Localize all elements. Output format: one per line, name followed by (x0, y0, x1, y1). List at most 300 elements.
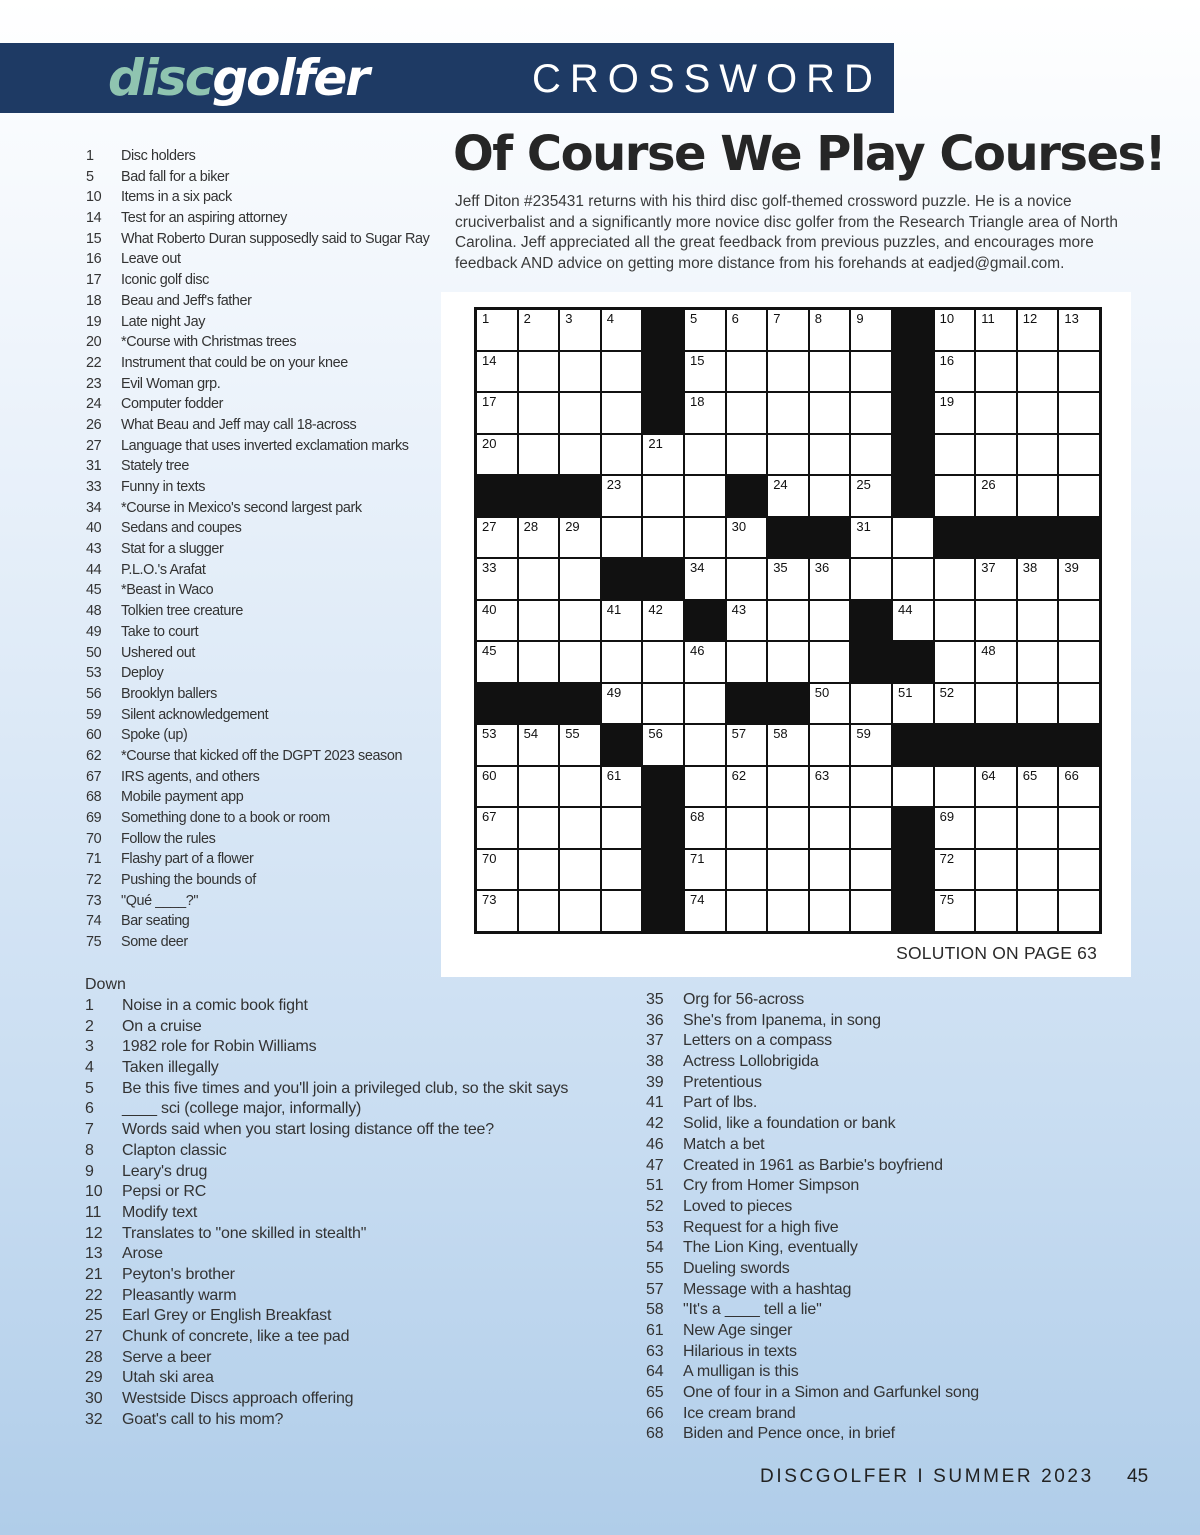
grid-cell[interactable] (768, 352, 808, 392)
cell-number: 54 (523, 726, 539, 742)
grid-cell[interactable] (519, 559, 559, 599)
grid-cell[interactable] (602, 393, 642, 433)
grid-cell[interactable] (810, 352, 850, 392)
grid-cell[interactable] (560, 808, 600, 848)
crossword-grid (474, 307, 1102, 934)
grid-cell[interactable] (976, 352, 1016, 392)
grid-cell[interactable] (768, 850, 808, 890)
grid-cell[interactable] (768, 767, 808, 807)
grid-cell[interactable] (727, 642, 767, 682)
clue-text: Late night Jay (121, 313, 206, 330)
grid-cell[interactable] (810, 559, 850, 599)
grid-cell[interactable] (935, 808, 975, 848)
grid-cell[interactable] (810, 850, 850, 890)
down-clues-left (85, 996, 585, 1430)
grid-cell[interactable] (1059, 601, 1099, 641)
grid-cell[interactable] (685, 518, 725, 558)
grid-cell[interactable] (519, 891, 559, 931)
grid-cell[interactable] (727, 891, 767, 931)
grid-cell[interactable] (851, 808, 891, 848)
grid-cell[interactable] (893, 518, 933, 558)
clue-text: Flashy part of a flower (121, 851, 254, 868)
clue-text: Sedans and coupes (121, 520, 242, 537)
grid-cell[interactable] (643, 725, 683, 765)
clue-item (85, 1410, 585, 1431)
grid-cell[interactable] (727, 850, 767, 890)
grid-cell[interactable] (477, 808, 517, 848)
grid-cell[interactable] (935, 850, 975, 890)
cell-number: 57 (731, 726, 747, 742)
grid-cell[interactable] (935, 393, 975, 433)
clue-number: 34 (86, 499, 102, 516)
grid-cell[interactable] (893, 559, 933, 599)
clue-item (85, 1120, 585, 1141)
grid-cell[interactable] (1059, 435, 1099, 475)
cell-number: 71 (689, 850, 705, 866)
grid-cell[interactable] (935, 684, 975, 724)
clue-number: 26 (86, 416, 102, 433)
grid-cell[interactable] (685, 393, 725, 433)
clue-text: What Roberto Duran supposedly said to Sugar Ray (121, 230, 430, 247)
grid-cell[interactable] (477, 891, 517, 931)
grid-cell[interactable] (727, 808, 767, 848)
grid-cell[interactable] (851, 352, 891, 392)
clue-text: *Course in Mexico's second largest park (121, 499, 362, 516)
grid-cell[interactable] (602, 767, 642, 807)
grid-cell[interactable] (560, 310, 600, 350)
grid-cell[interactable] (976, 767, 1016, 807)
grid-cell[interactable] (768, 435, 808, 475)
grid-cell[interactable] (810, 808, 850, 848)
cell-number: 56 (648, 726, 663, 742)
grid-cell[interactable] (602, 642, 642, 682)
grid-cell[interactable] (1018, 767, 1058, 807)
clue-text: Take to court (121, 623, 199, 640)
grid-cell[interactable] (976, 808, 1016, 848)
grid-cell[interactable] (1059, 850, 1099, 890)
clue-item (86, 767, 441, 788)
grid-cell[interactable] (519, 393, 559, 433)
grid-cell[interactable] (477, 767, 517, 807)
grid-cell[interactable] (976, 435, 1016, 475)
grid-cell[interactable] (768, 601, 808, 641)
clue-number: 54 (646, 1239, 664, 1257)
grid-cell[interactable] (477, 393, 517, 433)
clue-number: 33 (86, 479, 102, 495)
grid-cell[interactable] (810, 393, 850, 433)
grid-cell[interactable] (560, 642, 600, 682)
grid-cell[interactable] (935, 601, 975, 641)
cell-number: 10 (939, 311, 955, 326)
grid-cell[interactable] (685, 435, 725, 475)
grid-cell[interactable] (935, 310, 975, 350)
grid-cell[interactable] (893, 601, 933, 641)
clue-item (85, 1162, 585, 1183)
grid-cell[interactable] (976, 559, 1016, 599)
grid-cell[interactable] (976, 601, 1016, 641)
grid-cell[interactable] (519, 518, 559, 558)
grid-cell[interactable] (1059, 808, 1099, 848)
grid-cell[interactable] (519, 725, 559, 765)
grid-block (643, 352, 683, 392)
grid-cell[interactable] (560, 559, 600, 599)
clue-item (86, 808, 441, 829)
grid-cell[interactable] (602, 310, 642, 350)
clue-number: 3 (85, 1038, 94, 1056)
grid-cell[interactable] (810, 891, 850, 931)
grid-cell[interactable] (851, 435, 891, 475)
grid-cell[interactable] (602, 808, 642, 848)
grid-cell[interactable] (935, 767, 975, 807)
clue-item (86, 332, 441, 353)
clue-number: 1 (86, 148, 94, 164)
grid-cell[interactable] (519, 850, 559, 890)
clue-item (85, 1017, 585, 1038)
clue-item (86, 146, 441, 167)
cell-number: 40 (482, 601, 497, 617)
grid-cell[interactable] (851, 310, 891, 350)
grid-block (976, 518, 1016, 558)
grid-block (768, 684, 808, 724)
grid-cell[interactable] (851, 476, 891, 516)
grid-cell[interactable] (893, 767, 933, 807)
grid-cell[interactable] (851, 393, 891, 433)
clue-item (86, 725, 441, 746)
clue-item (86, 518, 441, 539)
grid-cell[interactable] (768, 559, 808, 599)
grid-cell[interactable] (560, 435, 600, 475)
grid-cell[interactable] (1059, 767, 1099, 807)
grid-block (893, 310, 933, 350)
clue-text: Translates to "one skilled in stealth" (122, 1224, 367, 1242)
grid-block (893, 435, 933, 475)
grid-block (893, 476, 933, 516)
grid-cell[interactable] (602, 518, 642, 558)
grid-cell[interactable] (851, 891, 891, 931)
grid-cell[interactable] (643, 642, 683, 682)
clue-number: 68 (86, 789, 102, 806)
grid-cell[interactable] (1018, 352, 1058, 392)
grid-cell[interactable] (1018, 559, 1058, 599)
grid-cell[interactable] (727, 393, 767, 433)
grid-block (1018, 518, 1058, 558)
grid-cell[interactable] (1059, 352, 1099, 392)
clue-number: 48 (86, 603, 102, 620)
down-heading: Down (85, 976, 126, 993)
grid-cell[interactable] (976, 642, 1016, 682)
grid-cell[interactable] (643, 684, 683, 724)
grid-cell[interactable] (1018, 435, 1058, 475)
cell-number: 14 (482, 352, 497, 368)
grid-cell[interactable] (810, 601, 850, 641)
clue-number: 27 (85, 1328, 103, 1345)
grid-cell[interactable] (560, 601, 600, 641)
grid-cell[interactable] (560, 352, 600, 392)
grid-cell[interactable] (685, 642, 725, 682)
clue-item (86, 167, 441, 188)
grid-cell[interactable] (768, 642, 808, 682)
grid-cell[interactable] (935, 559, 975, 599)
grid-cell[interactable] (519, 808, 559, 848)
clue-number: 45 (86, 582, 102, 599)
grid-cell[interactable] (560, 518, 600, 558)
grid-cell[interactable] (477, 310, 517, 350)
grid-cell[interactable] (560, 850, 600, 890)
clue-text: A mulligan is this (683, 1363, 799, 1381)
grid-cell[interactable] (477, 518, 517, 558)
grid-cell[interactable] (477, 559, 517, 599)
grid-cell[interactable] (519, 642, 559, 682)
grid-cell[interactable] (477, 642, 517, 682)
grid-cell[interactable] (643, 601, 683, 641)
cell-number: 51 (897, 684, 913, 700)
grid-cell[interactable] (851, 559, 891, 599)
clue-text: Leave out (121, 251, 181, 268)
grid-cell[interactable] (560, 891, 600, 931)
grid-cell[interactable] (560, 393, 600, 433)
grid-cell[interactable] (519, 601, 559, 641)
clue-text: Arose (122, 1245, 163, 1263)
grid-cell[interactable] (810, 725, 850, 765)
grid-cell[interactable] (602, 476, 642, 516)
clue-text: Hilarious in texts (683, 1342, 797, 1360)
clue-text: Disc holders (121, 148, 196, 164)
grid-cell[interactable] (727, 601, 767, 641)
clue-number: 47 (646, 1156, 664, 1174)
clue-item (85, 1037, 585, 1058)
clue-number: 5 (86, 168, 94, 185)
grid-cell[interactable] (477, 725, 517, 765)
grid-cell[interactable] (893, 684, 933, 724)
grid-cell[interactable] (935, 435, 975, 475)
grid-cell[interactable] (477, 601, 517, 641)
grid-cell[interactable] (602, 601, 642, 641)
grid-cell[interactable] (519, 310, 559, 350)
grid-cell[interactable] (727, 767, 767, 807)
grid-cell[interactable] (685, 767, 725, 807)
grid-cell[interactable] (1059, 476, 1099, 516)
grid-cell[interactable] (976, 684, 1016, 724)
grid-cell[interactable] (602, 850, 642, 890)
grid-block (935, 518, 975, 558)
clue-number: 18 (86, 292, 102, 309)
grid-cell[interactable] (935, 642, 975, 682)
clue-text: Leary's drug (122, 1162, 208, 1180)
clue-text: Created in 1961 as Barbie's boyfriend (683, 1156, 943, 1174)
grid-cell[interactable] (768, 891, 808, 931)
grid-cell[interactable] (851, 684, 891, 724)
grid-cell[interactable] (727, 725, 767, 765)
clue-item (86, 932, 441, 953)
grid-block (643, 850, 683, 890)
clue-number: 11 (85, 1203, 102, 1221)
clue-item (86, 208, 441, 229)
footer-issue: DISCGOLFER I SUMMER 2023 (760, 1466, 1094, 1487)
grid-block (519, 476, 559, 516)
grid-cell[interactable] (851, 518, 891, 558)
cell-number: 5 (689, 311, 698, 326)
grid-cell[interactable] (1018, 684, 1058, 724)
cell-number: 28 (523, 518, 539, 534)
grid-cell[interactable] (976, 891, 1016, 931)
grid-cell[interactable] (976, 850, 1016, 890)
grid-cell[interactable] (727, 518, 767, 558)
clue-number: 22 (86, 354, 102, 371)
grid-cell[interactable] (519, 767, 559, 807)
grid-cell[interactable] (685, 559, 725, 599)
grid-cell[interactable] (643, 476, 683, 516)
grid-cell[interactable] (810, 310, 850, 350)
clue-item (85, 1389, 585, 1410)
grid-cell[interactable] (477, 435, 517, 475)
grid-cell[interactable] (560, 725, 600, 765)
grid-cell[interactable] (810, 435, 850, 475)
grid-cell[interactable] (685, 850, 725, 890)
grid-cell[interactable] (477, 850, 517, 890)
down-clues-right (646, 990, 1086, 1445)
clue-number: 10 (85, 1183, 103, 1201)
clue-text: P.L.O.'s Arafat (121, 561, 206, 578)
grid-cell[interactable] (768, 476, 808, 516)
grid-cell[interactable] (602, 435, 642, 475)
cell-number: 9 (856, 311, 864, 326)
grid-cell[interactable] (1018, 601, 1058, 641)
cell-number: 43 (731, 601, 747, 617)
grid-cell[interactable] (685, 891, 725, 931)
clue-text: "It's a ____ tell a lie" (683, 1301, 822, 1319)
grid-block (893, 642, 933, 682)
grid-cell[interactable] (935, 891, 975, 931)
grid-cell[interactable] (976, 310, 1016, 350)
grid-cell[interactable] (1059, 310, 1099, 350)
grid-cell[interactable] (810, 642, 850, 682)
grid-cell[interactable] (519, 435, 559, 475)
cell-number: 15 (689, 352, 705, 368)
grid-cell[interactable] (685, 684, 725, 724)
grid-cell[interactable] (685, 310, 725, 350)
grid-cell[interactable] (727, 559, 767, 599)
grid-cell[interactable] (727, 435, 767, 475)
grid-cell[interactable] (602, 352, 642, 392)
clue-item (86, 353, 441, 374)
clue-item (646, 1114, 1086, 1135)
cell-number: 42 (648, 601, 663, 617)
clue-item (646, 1156, 1086, 1177)
clue-item (86, 415, 441, 436)
cell-number: 74 (689, 892, 705, 908)
clue-item (646, 990, 1086, 1011)
grid-cell[interactable] (1059, 891, 1099, 931)
grid-block (685, 601, 725, 641)
clue-number: 27 (86, 437, 102, 454)
grid-cell[interactable] (1018, 891, 1058, 931)
cell-number: 50 (814, 684, 830, 700)
grid-cell[interactable] (1018, 850, 1058, 890)
clue-text: Match a bet (683, 1135, 765, 1153)
grid-cell[interactable] (1018, 808, 1058, 848)
grid-cell[interactable] (976, 393, 1016, 433)
clue-text: *Course with Christmas trees (121, 334, 297, 351)
cell-number: 46 (689, 643, 705, 659)
grid-cell[interactable] (602, 891, 642, 931)
grid-cell[interactable] (851, 850, 891, 890)
cell-number: 48 (981, 643, 996, 659)
grid-cell[interactable] (851, 767, 891, 807)
grid-block (643, 393, 683, 433)
grid-cell[interactable] (727, 352, 767, 392)
grid-cell[interactable] (810, 684, 850, 724)
grid-cell[interactable] (768, 725, 808, 765)
clue-text: Items in a six pack (121, 189, 232, 206)
grid-cell[interactable] (810, 476, 850, 516)
clue-number: 24 (86, 396, 102, 413)
grid-cell[interactable] (685, 476, 725, 516)
grid-cell[interactable] (685, 725, 725, 765)
clue-item (86, 891, 441, 912)
clue-number: 74 (86, 913, 102, 930)
grid-cell[interactable] (1018, 642, 1058, 682)
clue-number: 59 (86, 706, 102, 723)
grid-cell[interactable] (1018, 476, 1058, 516)
grid-cell[interactable] (519, 352, 559, 392)
grid-cell[interactable] (560, 767, 600, 807)
cell-number: 68 (689, 809, 705, 825)
clue-item (86, 746, 441, 767)
clue-item (85, 1265, 585, 1286)
clue-number: 5 (85, 1079, 94, 1097)
grid-cell[interactable] (477, 352, 517, 392)
clue-number: 8 (85, 1141, 94, 1159)
grid-cell[interactable] (643, 435, 683, 475)
grid-cell[interactable] (1059, 684, 1099, 724)
cell-number: 6 (731, 311, 739, 326)
clue-item (86, 684, 441, 705)
grid-cell[interactable] (685, 352, 725, 392)
clue-number: 62 (86, 747, 102, 764)
cell-number: 67 (482, 809, 497, 825)
grid-cell[interactable] (685, 808, 725, 848)
cell-number: 49 (606, 684, 622, 700)
grid-cell[interactable] (976, 476, 1016, 516)
grid-cell[interactable] (1059, 642, 1099, 682)
grid-cell[interactable] (1059, 393, 1099, 433)
grid-cell[interactable] (768, 808, 808, 848)
grid-cell[interactable] (643, 518, 683, 558)
grid-cell[interactable] (602, 684, 642, 724)
grid-cell[interactable] (810, 767, 850, 807)
grid-cell[interactable] (768, 393, 808, 433)
clue-number: 7 (85, 1121, 94, 1139)
clue-item (85, 1141, 585, 1162)
clue-item (85, 1224, 585, 1245)
clue-item (646, 1259, 1086, 1280)
clue-text: Loved to pieces (683, 1197, 793, 1215)
grid-cell[interactable] (935, 476, 975, 516)
grid-cell[interactable] (1059, 559, 1099, 599)
clue-text: Language that uses inverted exclamation marks (121, 437, 409, 454)
grid-cell[interactable] (935, 352, 975, 392)
grid-cell[interactable] (727, 310, 767, 350)
grid-cell[interactable] (1018, 393, 1058, 433)
cell-number: 13 (1064, 311, 1079, 326)
grid-block (893, 725, 933, 765)
clue-text: Bar seating (121, 913, 190, 930)
grid-cell[interactable] (1018, 310, 1058, 350)
grid-cell[interactable] (851, 725, 891, 765)
grid-cell[interactable] (768, 310, 808, 350)
cell-number: 11 (981, 311, 995, 326)
discgolfer-logo: discgolfer (108, 49, 368, 107)
